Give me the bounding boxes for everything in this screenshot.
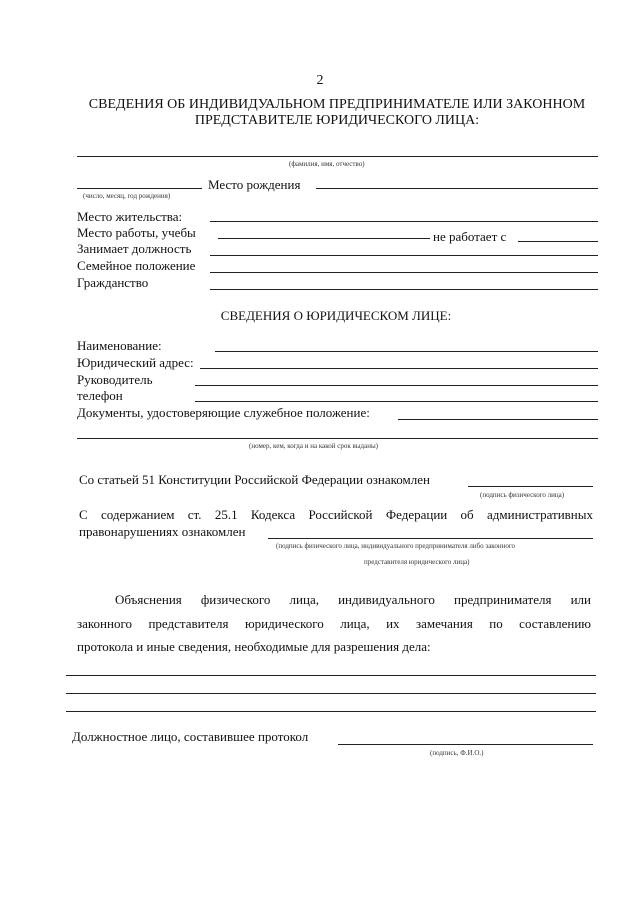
position-field-line[interactable]: [210, 255, 598, 256]
documents-field-line[interactable]: [398, 419, 598, 420]
documents-caption: (номер, кем, когда и на какой срок выданы): [249, 442, 378, 450]
explanation-line-2: законного представителя юридического лица, их замечания по составлению: [77, 616, 591, 631]
citizenship-label: Гражданство: [77, 275, 149, 290]
official-caption: (подпись, Ф.И.О.): [430, 749, 484, 757]
explanation-field-line-3[interactable]: [66, 711, 596, 712]
koap-caption-line-1: (подпись физического лица, индивидуального предпринимателя либо законного: [276, 542, 516, 550]
workplace-field-line[interactable]: [218, 238, 430, 239]
phone-label: телефон: [77, 388, 123, 403]
heading-line-2: ПРЕДСТАВИТЕЛЕ ЮРИДИЧЕСКОГО ЛИЦА:: [194, 113, 480, 128]
name-field-line[interactable]: [215, 351, 598, 352]
director-label: Руководитель: [77, 372, 153, 387]
legal-entity-heading: СВЕДЕНИЯ О ЮРИДИЧЕСКОМ ЛИЦЕ:: [220, 308, 452, 323]
residence-field-line[interactable]: [210, 221, 598, 222]
constitution-signature-caption: (подпись физического лица): [480, 491, 565, 499]
explanation-line-3: протокола и иные сведения, необходимые для разрешения дела:: [77, 639, 431, 654]
name-label: Наименование:: [77, 338, 162, 353]
explanation-field-line-2[interactable]: [66, 693, 596, 694]
constitution-text: Со статьей 51 Конституции Российской Федерации ознакомлен: [79, 472, 430, 487]
constitution-signature-line[interactable]: [468, 486, 593, 487]
marital-field-line[interactable]: [210, 272, 598, 273]
citizenship-field-line[interactable]: [210, 289, 598, 290]
explanation-line-1: Объяснения физического лица, индивидуального предпринимателя или: [115, 592, 591, 607]
koap-text-line-2: правонарушениях ознакомлен: [79, 524, 246, 539]
koap-signature-line[interactable]: [268, 538, 593, 539]
fio-caption: (фамилия, имя, отчество): [289, 160, 365, 168]
birthdate-field-line[interactable]: [77, 188, 202, 189]
phone-field-line[interactable]: [195, 401, 598, 402]
page-number: 2: [316, 73, 324, 88]
explanation-field-line-1[interactable]: [66, 675, 596, 676]
heading-line-1: СВЕДЕНИЯ ОБ ИНДИВИДУАЛЬНОМ ПРЕДПРИНИМАТЕЛЕ ИЛИ ЗАКОННОМ: [88, 97, 586, 112]
official-label: Должностное лицо, составившее протокол: [72, 729, 309, 744]
birthplace-field-line[interactable]: [316, 188, 598, 189]
marital-label: Семейное положение: [77, 258, 196, 273]
documents-label: Документы, удостоверяющие служебное положение:: [77, 405, 370, 420]
position-label: Занимает должность: [77, 241, 192, 256]
birthdate-caption: (число, месяц, год рождения): [83, 192, 171, 200]
residence-label: Место жительства:: [77, 209, 183, 224]
legal-address-field-line[interactable]: [200, 368, 598, 369]
not-working-date-line[interactable]: [518, 241, 598, 242]
birthplace-label: Место рождения: [208, 177, 301, 192]
not-working-label: не работает с: [433, 229, 507, 244]
workplace-label: Место работы, учебы: [77, 225, 196, 240]
legal-address-label: Юридический адрес:: [77, 355, 194, 370]
fio-field-line[interactable]: [77, 156, 598, 157]
koap-text-line-1: С содержанием ст. 25.1 Кодекса Российской Федерации об административных: [79, 507, 593, 522]
documents-field-line-2[interactable]: [77, 438, 598, 439]
director-field-line[interactable]: [195, 385, 598, 386]
official-signature-line[interactable]: [338, 744, 593, 745]
koap-caption-line-2: представителя юридического лица): [364, 558, 470, 566]
